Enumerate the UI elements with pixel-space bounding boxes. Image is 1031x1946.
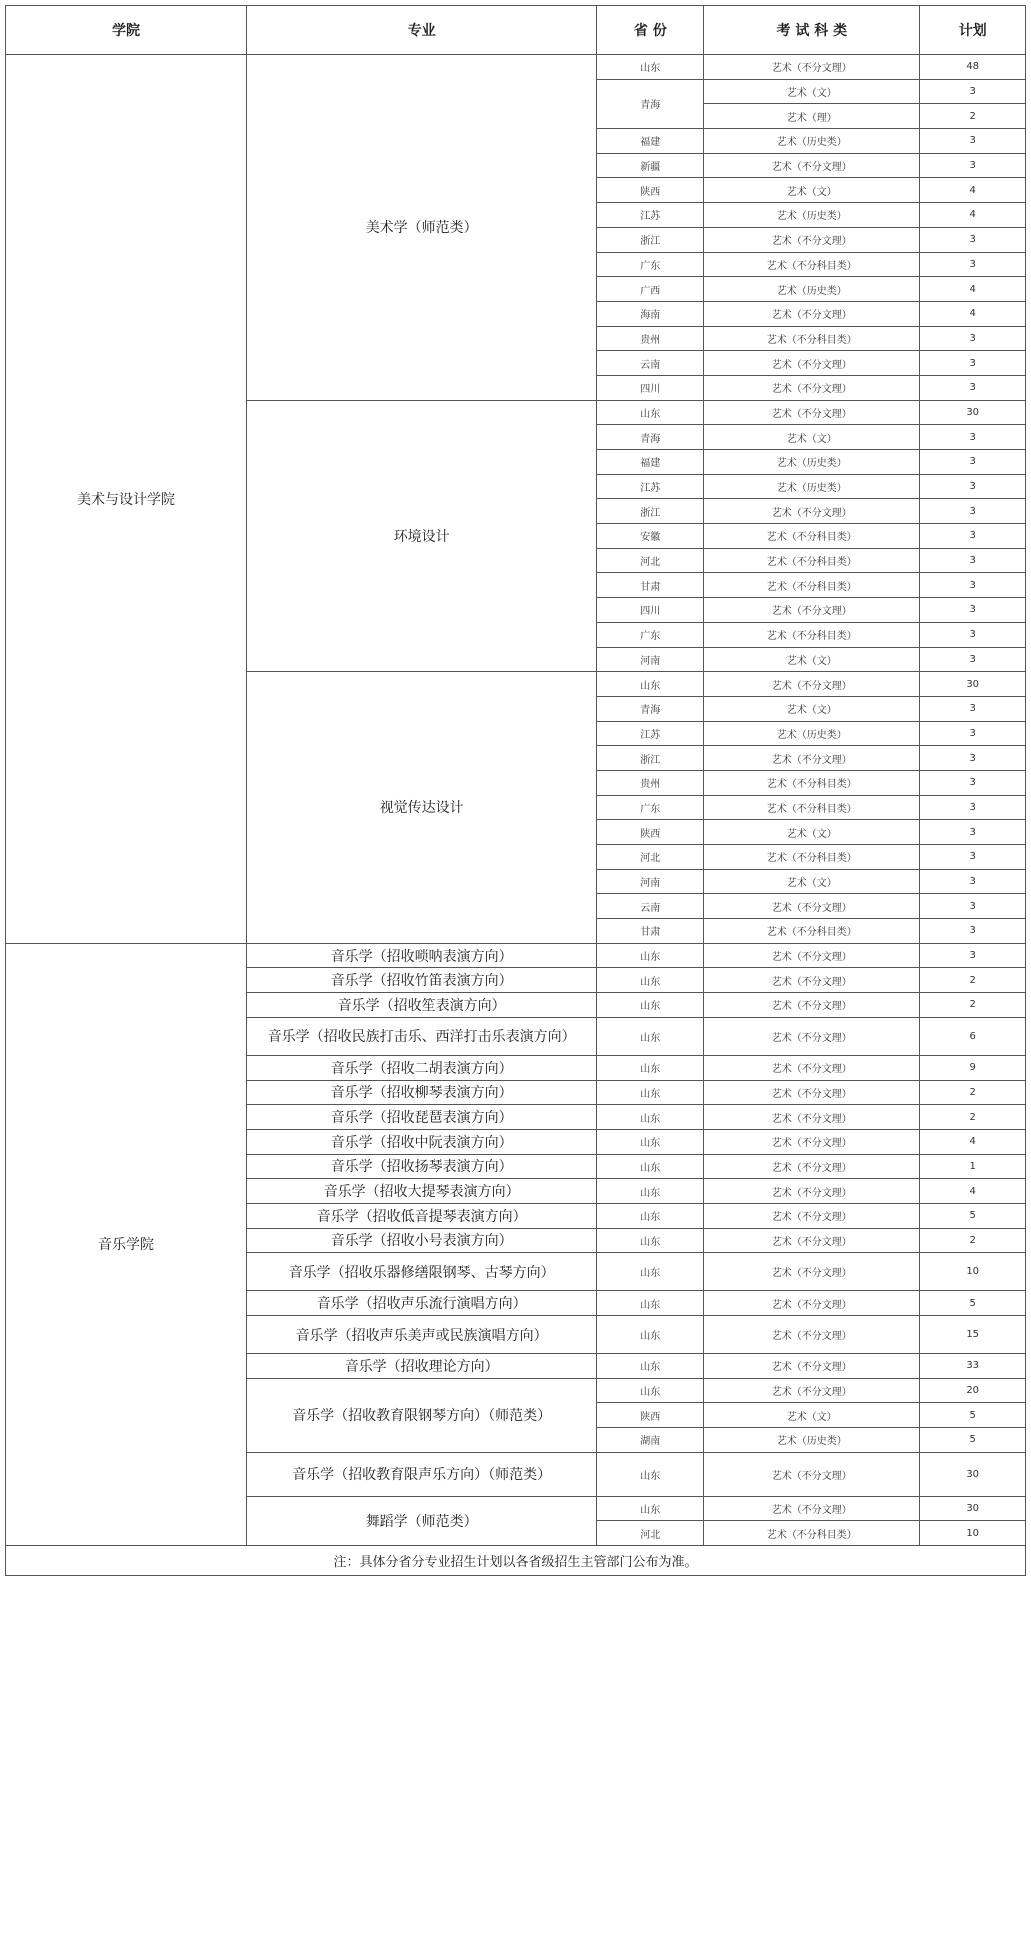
subject-cell: 艺术（历史类）	[704, 203, 920, 228]
province-cell: 山东	[597, 943, 704, 968]
plan-cell: 3	[920, 375, 1026, 400]
plan-cell: 3	[920, 153, 1026, 178]
plan-cell: 3	[920, 770, 1026, 795]
subject-cell: 艺术（不分文理）	[704, 55, 920, 80]
plan-cell: 1	[920, 1154, 1026, 1179]
province-cell: 四川	[597, 598, 704, 623]
subject-cell: 艺术（文）	[704, 178, 920, 203]
subject-cell: 艺术（不分文理）	[704, 1496, 920, 1521]
plan-cell: 3	[920, 227, 1026, 252]
major-cell: 音乐学（招收民族打击乐、西洋打击乐表演方向）	[247, 1017, 597, 1055]
table-row	[6, 943, 1026, 968]
plan-cell: 3	[920, 548, 1026, 573]
plan-cell: 2	[920, 104, 1026, 129]
subject-cell: 艺术（不分科目类）	[704, 524, 920, 549]
plan-cell: 9	[920, 1055, 1026, 1080]
province-cell: 陕西	[597, 1403, 704, 1428]
major-cell: 音乐学（招收扬琴表演方向）	[247, 1154, 597, 1179]
province-cell: 云南	[597, 351, 704, 376]
province-cell: 山东	[597, 1316, 704, 1354]
province-cell: 贵州	[597, 326, 704, 351]
province-cell: 河北	[597, 845, 704, 870]
plan-cell: 5	[920, 1203, 1026, 1228]
plan-cell: 3	[920, 425, 1026, 450]
province-cell: 山东	[597, 1496, 704, 1521]
plan-cell: 3	[920, 746, 1026, 771]
subject-cell: 艺术（历史类）	[704, 1428, 920, 1453]
province-cell: 陕西	[597, 820, 704, 845]
plan-cell: 3	[920, 845, 1026, 870]
major-cell: 音乐学（招收唢呐表演方向）	[247, 943, 597, 968]
subject-cell: 艺术（不分文理）	[704, 375, 920, 400]
subject-cell: 艺术（不分文理）	[704, 598, 920, 623]
province-cell: 云南	[597, 894, 704, 919]
subject-cell: 艺术（不分文理）	[704, 672, 920, 697]
province-cell: 山东	[597, 1017, 704, 1055]
subject-cell: 艺术（历史类）	[704, 474, 920, 499]
major-cell: 音乐学（招收理论方向）	[247, 1354, 597, 1379]
plan-cell: 3	[920, 129, 1026, 154]
plan-cell: 3	[920, 721, 1026, 746]
plan-cell: 3	[920, 820, 1026, 845]
province-cell: 湖南	[597, 1428, 704, 1453]
subject-cell: 艺术（文）	[704, 1403, 920, 1428]
header-subject: 考 试 科 类	[704, 6, 920, 55]
province-cell: 江苏	[597, 203, 704, 228]
enrollment-plan-table	[5, 5, 1026, 1576]
plan-cell: 3	[920, 943, 1026, 968]
province-cell: 河南	[597, 647, 704, 672]
subject-cell: 艺术（历史类）	[704, 721, 920, 746]
province-cell: 山东	[597, 400, 704, 425]
subject-cell: 艺术（不分文理）	[704, 1105, 920, 1130]
major-cell: 音乐学（招收低音提琴表演方向）	[247, 1203, 597, 1228]
province-cell: 山东	[597, 672, 704, 697]
plan-cell: 3	[920, 622, 1026, 647]
subject-cell: 艺术（历史类）	[704, 129, 920, 154]
province-cell: 山东	[597, 1228, 704, 1253]
subject-cell: 艺术（不分科目类）	[704, 795, 920, 820]
plan-cell: 3	[920, 252, 1026, 277]
subject-cell: 艺术（不分文理）	[704, 1316, 920, 1354]
province-cell: 青海	[597, 79, 704, 128]
subject-cell: 艺术（不分文理）	[704, 1179, 920, 1204]
major-cell: 音乐学（招收中阮表演方向）	[247, 1129, 597, 1154]
plan-cell: 3	[920, 450, 1026, 475]
major-cell: 音乐学（招收竹笛表演方向）	[247, 968, 597, 993]
province-cell: 山东	[597, 1203, 704, 1228]
subject-cell: 艺术（文）	[704, 869, 920, 894]
footnote: 注：具体分省分专业招生计划以各省级招生主管部门公布为准。	[6, 1546, 1026, 1576]
table-row	[6, 55, 1026, 80]
table-body	[6, 55, 1026, 1546]
subject-cell: 艺术（不分科目类）	[704, 1521, 920, 1546]
province-cell: 广东	[597, 622, 704, 647]
province-cell: 山东	[597, 993, 704, 1018]
province-cell: 山东	[597, 1179, 704, 1204]
major-cell: 音乐学（招收二胡表演方向）	[247, 1055, 597, 1080]
subject-cell: 艺术（不分文理）	[704, 943, 920, 968]
header-college: 学院	[6, 6, 247, 55]
major-cell: 音乐学（招收声乐流行演唱方向）	[247, 1291, 597, 1316]
major-cell: 音乐学（招收柳琴表演方向）	[247, 1080, 597, 1105]
plan-cell: 2	[920, 1105, 1026, 1130]
plan-cell: 4	[920, 277, 1026, 302]
subject-cell: 艺术（不分文理）	[704, 1378, 920, 1403]
plan-cell: 3	[920, 894, 1026, 919]
province-cell: 山东	[597, 1129, 704, 1154]
subject-cell: 艺术（不分文理）	[704, 1291, 920, 1316]
plan-cell: 3	[920, 869, 1026, 894]
plan-cell: 3	[920, 499, 1026, 524]
subject-cell: 艺术（文）	[704, 820, 920, 845]
plan-cell: 3	[920, 79, 1026, 104]
subject-cell: 艺术（不分文理）	[704, 894, 920, 919]
province-cell: 浙江	[597, 227, 704, 252]
province-cell: 青海	[597, 696, 704, 721]
province-cell: 青海	[597, 425, 704, 450]
province-cell: 四川	[597, 375, 704, 400]
subject-cell: 艺术（历史类）	[704, 450, 920, 475]
plan-cell: 3	[920, 474, 1026, 499]
major-cell: 美术学（师范类）	[247, 55, 597, 401]
note-row	[6, 1546, 1026, 1576]
subject-cell: 艺术（不分文理）	[704, 400, 920, 425]
province-cell: 山东	[597, 55, 704, 80]
college-cell: 美术与设计学院	[6, 55, 247, 944]
province-cell: 安徽	[597, 524, 704, 549]
subject-cell: 艺术（不分文理）	[704, 1080, 920, 1105]
subject-cell: 艺术（不分科目类）	[704, 326, 920, 351]
province-cell: 江苏	[597, 721, 704, 746]
province-cell: 河南	[597, 869, 704, 894]
subject-cell: 艺术（不分文理）	[704, 968, 920, 993]
major-cell: 音乐学（招收笙表演方向）	[247, 993, 597, 1018]
plan-cell: 20	[920, 1378, 1026, 1403]
plan-cell: 2	[920, 993, 1026, 1018]
header-province: 省 份	[597, 6, 704, 55]
province-cell: 新疆	[597, 153, 704, 178]
major-cell: 音乐学（招收声乐美声或民族演唱方向）	[247, 1316, 597, 1354]
header-major: 专业	[247, 6, 597, 55]
province-cell: 广东	[597, 252, 704, 277]
major-cell: 视觉传达设计	[247, 672, 597, 944]
major-cell: 音乐学（招收琵琶表演方向）	[247, 1105, 597, 1130]
major-cell: 音乐学（招收乐器修缮限钢琴、古琴方向）	[247, 1253, 597, 1291]
subject-cell: 艺术（不分文理）	[704, 153, 920, 178]
province-cell: 浙江	[597, 499, 704, 524]
subject-cell: 艺术（不分文理）	[704, 301, 920, 326]
subject-cell: 艺术（不分文理）	[704, 1017, 920, 1055]
plan-cell: 5	[920, 1291, 1026, 1316]
subject-cell: 艺术（文）	[704, 696, 920, 721]
subject-cell: 艺术（不分文理）	[704, 1354, 920, 1379]
plan-cell: 48	[920, 55, 1026, 80]
province-cell: 山东	[597, 1055, 704, 1080]
header-row	[6, 6, 1026, 55]
plan-cell: 30	[920, 1496, 1026, 1521]
major-cell: 音乐学（招收小号表演方向）	[247, 1228, 597, 1253]
plan-cell: 4	[920, 203, 1026, 228]
plan-cell: 33	[920, 1354, 1026, 1379]
subject-cell: 艺术（不分科目类）	[704, 252, 920, 277]
subject-cell: 艺术（不分文理）	[704, 1228, 920, 1253]
subject-cell: 艺术（不分科目类）	[704, 770, 920, 795]
plan-cell: 4	[920, 178, 1026, 203]
subject-cell: 艺术（不分科目类）	[704, 919, 920, 944]
plan-cell: 4	[920, 301, 1026, 326]
subject-cell: 艺术（不分文理）	[704, 351, 920, 376]
province-cell: 江苏	[597, 474, 704, 499]
plan-cell: 3	[920, 795, 1026, 820]
province-cell: 山东	[597, 1291, 704, 1316]
province-cell: 广西	[597, 277, 704, 302]
plan-cell: 30	[920, 400, 1026, 425]
province-cell: 山东	[597, 1452, 704, 1496]
subject-cell: 艺术（不分文理）	[704, 993, 920, 1018]
province-cell: 山东	[597, 1253, 704, 1291]
subject-cell: 艺术（不分科目类）	[704, 622, 920, 647]
subject-cell: 艺术（不分科目类）	[704, 548, 920, 573]
plan-cell: 3	[920, 326, 1026, 351]
plan-cell: 4	[920, 1179, 1026, 1204]
major-cell: 舞蹈学（师范类）	[247, 1496, 597, 1545]
subject-cell: 艺术（不分文理）	[704, 499, 920, 524]
plan-cell: 10	[920, 1521, 1026, 1546]
subject-cell: 艺术（文）	[704, 79, 920, 104]
plan-cell: 2	[920, 1228, 1026, 1253]
subject-cell: 艺术（不分文理）	[704, 1203, 920, 1228]
subject-cell: 艺术（文）	[704, 647, 920, 672]
plan-cell: 30	[920, 1452, 1026, 1496]
college-cell: 音乐学院	[6, 943, 247, 1545]
province-cell: 山东	[597, 1354, 704, 1379]
plan-cell: 2	[920, 968, 1026, 993]
province-cell: 贵州	[597, 770, 704, 795]
header-plan: 计划	[920, 6, 1026, 55]
province-cell: 山东	[597, 1105, 704, 1130]
subject-cell: 艺术（不分科目类）	[704, 573, 920, 598]
province-cell: 山东	[597, 1154, 704, 1179]
province-cell: 福建	[597, 450, 704, 475]
province-cell: 陕西	[597, 178, 704, 203]
subject-cell: 艺术（历史类）	[704, 277, 920, 302]
plan-cell: 3	[920, 351, 1026, 376]
province-cell: 河北	[597, 548, 704, 573]
plan-cell: 3	[920, 919, 1026, 944]
plan-cell: 15	[920, 1316, 1026, 1354]
plan-cell: 3	[920, 647, 1026, 672]
plan-cell: 30	[920, 672, 1026, 697]
province-cell: 福建	[597, 129, 704, 154]
subject-cell: 艺术（不分文理）	[704, 227, 920, 252]
subject-cell: 艺术（不分科目类）	[704, 845, 920, 870]
plan-cell: 5	[920, 1428, 1026, 1453]
subject-cell: 艺术（不分文理）	[704, 1452, 920, 1496]
subject-cell: 艺术（文）	[704, 425, 920, 450]
province-cell: 河北	[597, 1521, 704, 1546]
plan-cell: 2	[920, 1080, 1026, 1105]
major-cell: 音乐学（招收大提琴表演方向）	[247, 1179, 597, 1204]
plan-cell: 3	[920, 573, 1026, 598]
province-cell: 广东	[597, 795, 704, 820]
plan-cell: 6	[920, 1017, 1026, 1055]
province-cell: 浙江	[597, 746, 704, 771]
subject-cell: 艺术（不分文理）	[704, 746, 920, 771]
plan-cell: 10	[920, 1253, 1026, 1291]
plan-cell: 3	[920, 696, 1026, 721]
major-cell: 音乐学（招收教育限钢琴方向）（师范类）	[247, 1378, 597, 1452]
subject-cell: 艺术（不分文理）	[704, 1129, 920, 1154]
plan-cell: 3	[920, 598, 1026, 623]
major-cell: 环境设计	[247, 400, 597, 672]
province-cell: 海南	[597, 301, 704, 326]
province-cell: 山东	[597, 1378, 704, 1403]
province-cell: 山东	[597, 968, 704, 993]
province-cell: 甘肃	[597, 919, 704, 944]
plan-cell: 3	[920, 524, 1026, 549]
province-cell: 甘肃	[597, 573, 704, 598]
subject-cell: 艺术（不分文理）	[704, 1253, 920, 1291]
major-cell: 音乐学（招收教育限声乐方向）（师范类）	[247, 1452, 597, 1496]
plan-cell: 5	[920, 1403, 1026, 1428]
subject-cell: 艺术（理）	[704, 104, 920, 129]
subject-cell: 艺术（不分文理）	[704, 1055, 920, 1080]
plan-cell: 4	[920, 1129, 1026, 1154]
subject-cell: 艺术（不分文理）	[704, 1154, 920, 1179]
province-cell: 山东	[597, 1080, 704, 1105]
